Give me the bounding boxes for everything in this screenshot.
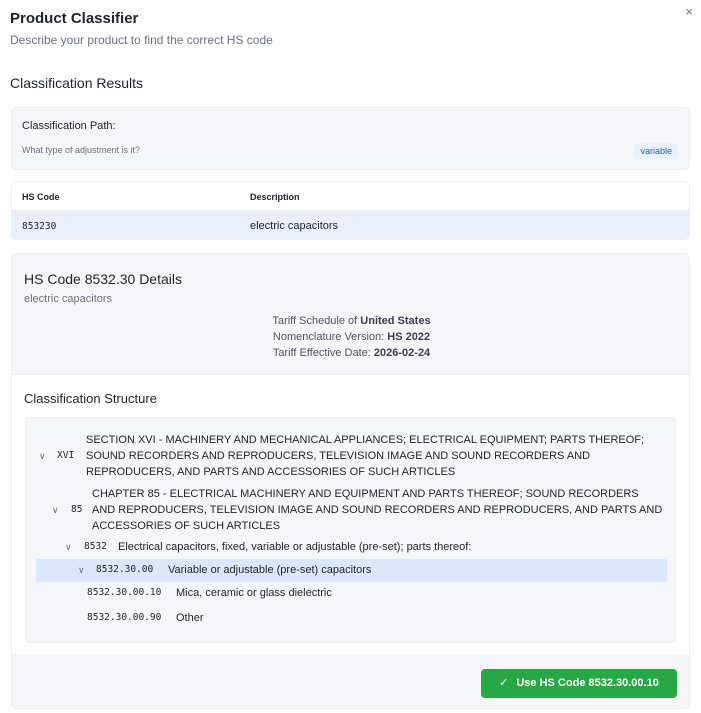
details-title: HS Code 8532.30 Details: [24, 271, 182, 287]
classification-structure: [12, 374, 690, 654]
chevron-down-icon[interactable]: ∨: [78, 565, 85, 575]
hs-code-details-card: [11, 253, 690, 709]
use-hs-code-label: Use HS Code 8532.30.00.10: [516, 677, 659, 689]
section-code: XVI: [57, 450, 75, 461]
effective-date-label: Tariff Effective Date:: [272, 347, 371, 359]
tariff-schedule-label: Tariff Schedule of: [272, 315, 358, 327]
use-hs-code-button[interactable]: [481, 669, 677, 698]
leaf-code: 8532.30.00.10: [87, 587, 162, 598]
details-footer: [12, 654, 690, 709]
subheading-text[interactable]: Variable or adjustable (pre-set) capacitors: [168, 564, 372, 576]
chapter-line: AND REPRODUCERS, TELEVISION IMAGE AND SOUND RECORDERS AND REPRODUCERS, AND PARTS AND: [92, 504, 663, 516]
close-icon[interactable]: ×: [685, 4, 693, 19]
nomenclature-label: Nomenclature Version:: [272, 331, 385, 343]
results-heading: Classification Results: [10, 75, 144, 91]
tariff-schedule-value: United States: [360, 315, 431, 327]
section-text[interactable]: [86, 432, 644, 480]
heading-text[interactable]: Electrical capacitors, fixed, variable or adjustable (pre-set); parts thereof:: [118, 541, 472, 553]
subheading-code: 8532.30.00: [96, 564, 154, 575]
effective-date-value: 2026-02-24: [373, 347, 431, 359]
answer-badge: variable: [634, 143, 678, 159]
chevron-down-icon[interactable]: ∨: [52, 505, 59, 515]
nomenclature-version: [12, 331, 690, 343]
section-line: SOUND RECORDERS AND REPRODUCERS, TELEVISION IMAGE AND SOUND RECORDERS AND: [86, 450, 591, 462]
classification-tree: [25, 417, 676, 643]
chapter-line: CHAPTER 85 - ELECTRICAL MACHINERY AND EQUIPMENT AND PARTS THEREOF; SOUND RECORDERS: [92, 488, 639, 500]
chevron-down-icon[interactable]: ∨: [39, 451, 46, 461]
tariff-effective-date: [12, 347, 690, 359]
column-header-hs-code: HS Code: [22, 192, 60, 202]
chapter-code: 85: [71, 504, 83, 515]
table-row[interactable]: [12, 211, 689, 240]
tariff-schedule: [12, 315, 690, 327]
leaf-text[interactable]: Mica, ceramic or glass dielectric: [176, 587, 332, 599]
classification-path-title: Classification Path:: [22, 120, 116, 132]
details-subtitle: electric capacitors: [24, 293, 113, 305]
table-header: [12, 182, 689, 211]
chapter-text[interactable]: [92, 486, 662, 534]
dialog-title: Product Classifier: [10, 10, 139, 27]
row-hs-code: 853230: [22, 221, 57, 232]
heading-code: 8532: [84, 541, 107, 552]
dialog-subtitle: Describe your product to find the correct HS code: [10, 33, 273, 47]
section-line: SECTION XVI - MACHINERY AND MECHANICAL APPLIANCES; ELECTRICAL EQUIPMENT; PARTS THEREOF;: [86, 434, 645, 446]
leaf-text[interactable]: Other: [176, 612, 204, 624]
row-description: electric capacitors: [250, 220, 339, 232]
column-header-description: Description: [250, 192, 300, 202]
check-icon: ✓: [499, 677, 509, 689]
chapter-line: ACCESSORIES OF SUCH ARTICLES: [92, 520, 281, 532]
classification-path-question: What type of adjustment is it?: [22, 145, 141, 155]
nomenclature-value: HS 2022: [387, 331, 431, 343]
section-line: REPRODUCERS, AND PARTS AND ACCESSORIES OF SUCH ARTICLES: [86, 466, 456, 478]
results-table: [11, 181, 690, 240]
leaf-code: 8532.30.00.90: [87, 612, 162, 623]
structure-title: Classification Structure: [24, 391, 157, 406]
chevron-down-icon[interactable]: ∨: [65, 542, 72, 552]
classification-path-card: [11, 107, 690, 170]
